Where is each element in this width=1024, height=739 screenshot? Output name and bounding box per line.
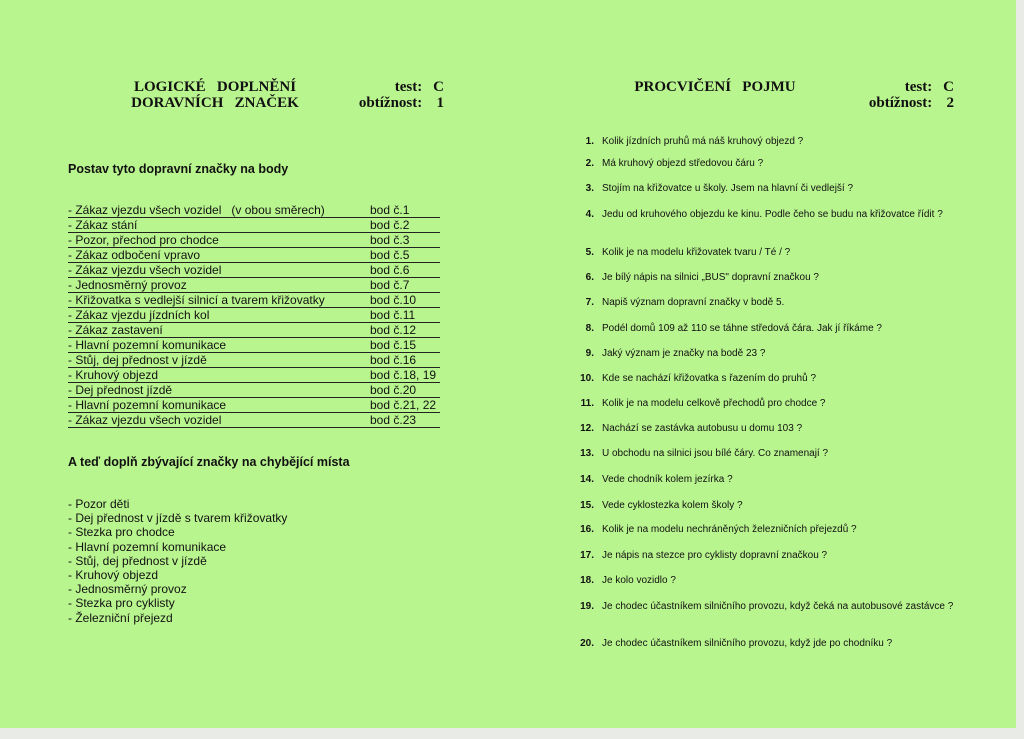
- question-number: 5.: [585, 247, 594, 258]
- sign-row: [68, 353, 440, 368]
- question-number: 1.: [585, 136, 594, 147]
- sign-row: [68, 383, 440, 398]
- question-text: Je chodec účastníkem silničního provozu, když jde po chodníku ?: [602, 638, 893, 649]
- sign-row: [68, 263, 440, 278]
- question-text: Vede chodník kolem jezírka ?: [602, 474, 733, 485]
- sign-assignment-list: [68, 203, 440, 428]
- sign-row: [68, 308, 440, 323]
- question-number: 15.: [580, 500, 594, 511]
- sign-name: - Hlavní pozemní komunikace: [68, 338, 227, 352]
- question-text: Stojím na křižovatce u školy. Jsem na hlavní či vedlejší ?: [602, 183, 854, 194]
- question-text: Napiš význam dopravní značky v bodě 5.: [602, 297, 785, 308]
- right-test-value: C: [943, 79, 954, 95]
- question-text: Je kolo vozidlo ?: [602, 575, 676, 586]
- left-test-label: test:: [394, 79, 423, 95]
- question-number: 4.: [585, 209, 594, 220]
- sign-name: - Křižovatka s vedlejší silnicí a tvarem křižovatky: [68, 293, 325, 307]
- question-text: Kde se nachází křižovatka s řazením do pruhů ?: [602, 373, 817, 384]
- question-text: Vede cyklostezka kolem školy ?: [602, 500, 743, 511]
- question-text: Je bílý nápis na silnici „BUS" dopravní značkou ?: [602, 272, 819, 283]
- sign-name: - Zákaz vjezdu všech vozidel (v obou směrech): [68, 203, 325, 217]
- sign-row: [68, 218, 440, 233]
- right-difficulty-label: obtížnost:: [868, 95, 933, 111]
- question-text: Nachází se zastávka autobusu u domu 103 ?: [602, 423, 803, 434]
- question-number: 8.: [585, 323, 594, 334]
- sign-point: bod č.10: [370, 293, 417, 307]
- question-number: 14.: [580, 474, 594, 485]
- remaining-sign-item: - Železniční přejezd: [68, 610, 173, 625]
- question-number: 11.: [580, 398, 594, 409]
- sign-row: [68, 293, 440, 308]
- right-title: PROCVIČENÍ POJMU: [634, 79, 796, 95]
- sign-point: bod č.3: [370, 233, 410, 247]
- sign-point: bod č.6: [370, 263, 410, 277]
- right-test-meta: [850, 79, 954, 111]
- left-test-meta: [340, 79, 444, 111]
- sign-name: - Dej přednost jízdě: [68, 383, 173, 397]
- question-number: 18.: [580, 575, 594, 586]
- sign-point: bod č.5: [370, 248, 410, 262]
- sign-point: bod č.18, 19: [370, 368, 437, 382]
- question-text: Má kruhový objezd středovou čáru ?: [602, 158, 764, 169]
- question-number: 20.: [580, 638, 594, 649]
- question-number: 3.: [585, 183, 594, 194]
- sign-point: bod č.1: [370, 203, 410, 217]
- remaining-sign-item: - Jednosměrný provoz: [68, 582, 187, 597]
- sign-point: bod č.7: [370, 278, 410, 292]
- sign-name: - Zákaz zastavení: [68, 323, 163, 337]
- section2-heading: A teď doplň zbývající značky na chybějící místa: [68, 455, 350, 469]
- remaining-sign-item: - Hlavní pozemní komunikace: [68, 539, 227, 554]
- left-difficulty-label: obtížnost:: [358, 95, 423, 111]
- sign-point: bod č.23: [370, 413, 417, 427]
- question-text: Podél domů 109 až 110 se táhne středová čára. Jak jí říkáme ?: [602, 323, 882, 334]
- left-title-line2: DORAVNÍCH ZNAČEK: [131, 95, 299, 111]
- question-text: Jedu od kruhového objezdu ke kinu. Podle čeho se budu na křižovatce řídit ?: [602, 209, 943, 220]
- sign-name: - Pozor, přechod pro chodce: [68, 233, 219, 247]
- sign-point: bod č.21, 22: [370, 398, 437, 412]
- left-test-value: C: [433, 79, 444, 95]
- left-title-line1: LOGICKÉ DOPLNĚNÍ: [133, 79, 297, 95]
- question-number: 13.: [580, 448, 594, 459]
- remaining-signs-list: [68, 497, 287, 625]
- question-number: 7.: [585, 297, 594, 308]
- right-difficulty-value: 2: [946, 95, 954, 111]
- question-text: Kolik je na modelu celkově přechodů pro chodce ?: [602, 398, 826, 409]
- sign-point: bod č.12: [370, 323, 417, 337]
- question-number: 6.: [585, 272, 594, 283]
- sign-row: [68, 413, 440, 428]
- question-text: U obchodu na silnici jsou bílé čáry. Co znamenají ?: [602, 448, 829, 459]
- question-text: Kolik je na modelu křižovatek tvaru / Té / ?: [602, 247, 791, 258]
- sign-point: bod č.2: [370, 218, 410, 232]
- left-difficulty-value: 1: [436, 95, 444, 111]
- question-text: Je nápis na stezce pro cyklisty dopravní značkou ?: [602, 550, 828, 561]
- sign-row: [68, 233, 440, 248]
- right-test-label: test:: [904, 79, 933, 95]
- remaining-sign-item: - Stezka pro chodce: [68, 525, 175, 540]
- question-number: 9.: [585, 348, 594, 359]
- sign-name: - Zákaz vjezdu jízdních kol: [68, 308, 210, 322]
- section1-heading: Postav tyto dopravní značky na body: [68, 162, 289, 176]
- remaining-sign-item: - Kruhový objezd: [68, 568, 159, 583]
- question-number: 17.: [580, 550, 594, 561]
- sign-name: - Zákaz odbočení vpravo: [68, 248, 201, 262]
- sign-name: - Stůj, dej přednost v jízdě: [68, 353, 207, 367]
- sign-name: - Kruhový objezd: [68, 368, 159, 382]
- sign-name: - Zákaz vjezdu všech vozidel: [68, 413, 222, 427]
- remaining-sign-item: - Dej přednost v jízdě s tvarem křižovatky: [68, 511, 288, 526]
- remaining-sign-item: - Stůj, dej přednost v jízdě: [68, 553, 207, 568]
- sign-row: [68, 248, 440, 263]
- sign-point: bod č.20: [370, 383, 417, 397]
- left-title: [110, 79, 320, 111]
- question-text: Kolik je na modelu nechráněných železničních přejezdů ?: [602, 524, 857, 535]
- question-text: Kolik jízdních pruhů má náš kruhový objezd ?: [602, 136, 804, 147]
- question-number: 19.: [580, 601, 594, 612]
- remaining-sign-item: - Pozor děti: [68, 497, 130, 511]
- sign-row: [68, 398, 440, 413]
- sign-point: bod č.15: [370, 338, 417, 352]
- sign-row: [68, 278, 440, 293]
- sign-row: [68, 323, 440, 338]
- sign-row: [68, 368, 440, 383]
- question-number: 10.: [580, 373, 594, 384]
- question-text: Jaký význam je značky na bodě 23 ?: [602, 348, 766, 359]
- question-number: 2.: [585, 158, 594, 169]
- question-text: Je chodec účastníkem silničního provozu, když čeká na autobusové zastávce ?: [602, 601, 954, 612]
- sign-point: bod č.16: [370, 353, 417, 367]
- sign-name: - Zákaz stání: [68, 218, 138, 232]
- remaining-sign-item: - Stezka pro cyklisty: [68, 596, 175, 611]
- question-number: 16.: [580, 524, 594, 535]
- sign-name: - Hlavní pozemní komunikace: [68, 398, 227, 412]
- sign-row: [68, 338, 440, 353]
- sign-point: bod č.11: [370, 308, 416, 322]
- sign-row: [68, 203, 440, 218]
- sign-name: - Zákaz vjezdu všech vozidel: [68, 263, 222, 277]
- question-number: 12.: [580, 423, 594, 434]
- sign-name: - Jednosměrný provoz: [68, 278, 187, 292]
